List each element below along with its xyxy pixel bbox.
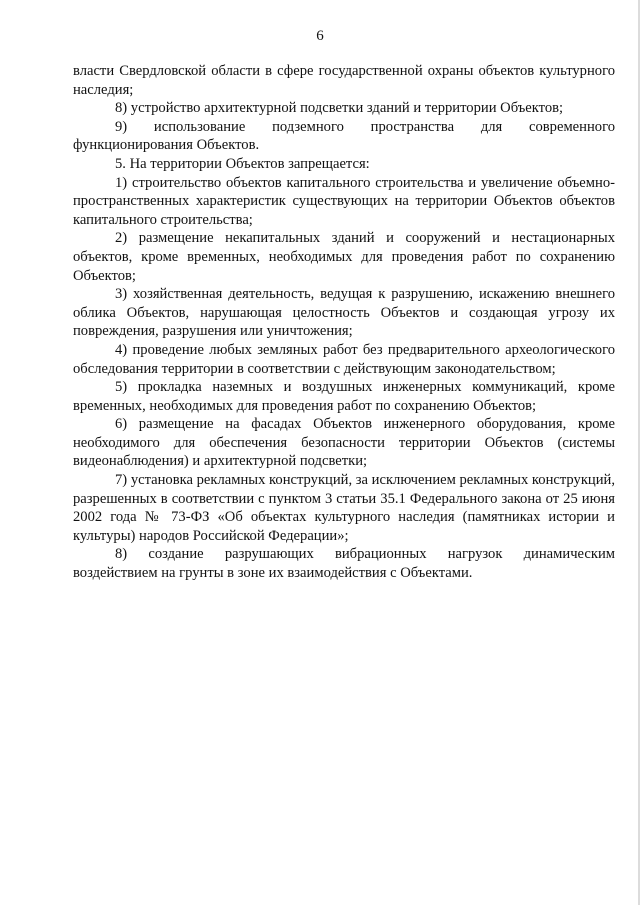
page-number: 6 (316, 28, 324, 44)
paragraph-ban-1-construction: 1) строительство объектов капитального строительства и увеличение объемно-пространственных характеристик существующих на территории Объектов объектов капитального строительства; (73, 174, 615, 228)
paragraph-ban-4-earthworks: 4) проведение любых земляных работ без предварительного археологического обследования территории в соответствии с действующим законодательством; (73, 341, 615, 377)
paragraph-ban-3-economic-activity: 3) хозяйственная деятельность, ведущая к разрушению, искажению внешнего облика Объектов, нарушающая целостность Объектов и создающая угрозу их повреждения, разрушения или уничтожения; (73, 286, 615, 340)
paragraph-continuation: власти Свердловской области в сфере государственной охраны объектов культурного наследия; (73, 63, 615, 98)
document-body (73, 62, 615, 583)
paragraph-ban-2-temporary-objects: 2) размещение некапитальных зданий и сооружений и нестационарных объектов, кроме временных, необходимых для проведения работ по сохранению Объектов; (73, 230, 615, 284)
paragraph-item-9-underground: 9) использование подземного пространства для современного функционирования Объектов. (73, 118, 615, 154)
paragraph-item-8-lighting: 8) устройство архитектурной подсветки зданий и территории Объектов; (115, 100, 564, 117)
paragraph-ban-5-utilities: 5) прокладка наземных и воздушных инженерных коммуникаций, кроме временных, необходимых для проведения работ по сохранению Объектов; (73, 379, 615, 414)
paragraph-ban-7-advertising: 7) установка рекламных конструкций, за исключением рекламных конструкций, разрешенных в соответствии с пунктом 3 статьи 35.1 Федерального закона от 25 июня 2002 года № 73-ФЗ «Об объектах культурного наследия (памятниках истории и культуры) народов Российской Федерации»; (73, 472, 615, 544)
section-5-heading: 5. На территории Объектов запрещается: (115, 155, 370, 172)
paragraph-ban-6-facade-equipment: 6) размещение на фасадах Объектов инженерного оборудования, кроме необходимого для обеспечения безопасности территории Объектов (системы видеонаблюдения) и архитектурной подсветки; (73, 416, 615, 470)
paragraph-ban-8-vibration: 8) создание разрушающих вибрационных нагрузок динамическим воздействием на грунты в зоне их взаимодействия с Объектами. (73, 546, 615, 582)
